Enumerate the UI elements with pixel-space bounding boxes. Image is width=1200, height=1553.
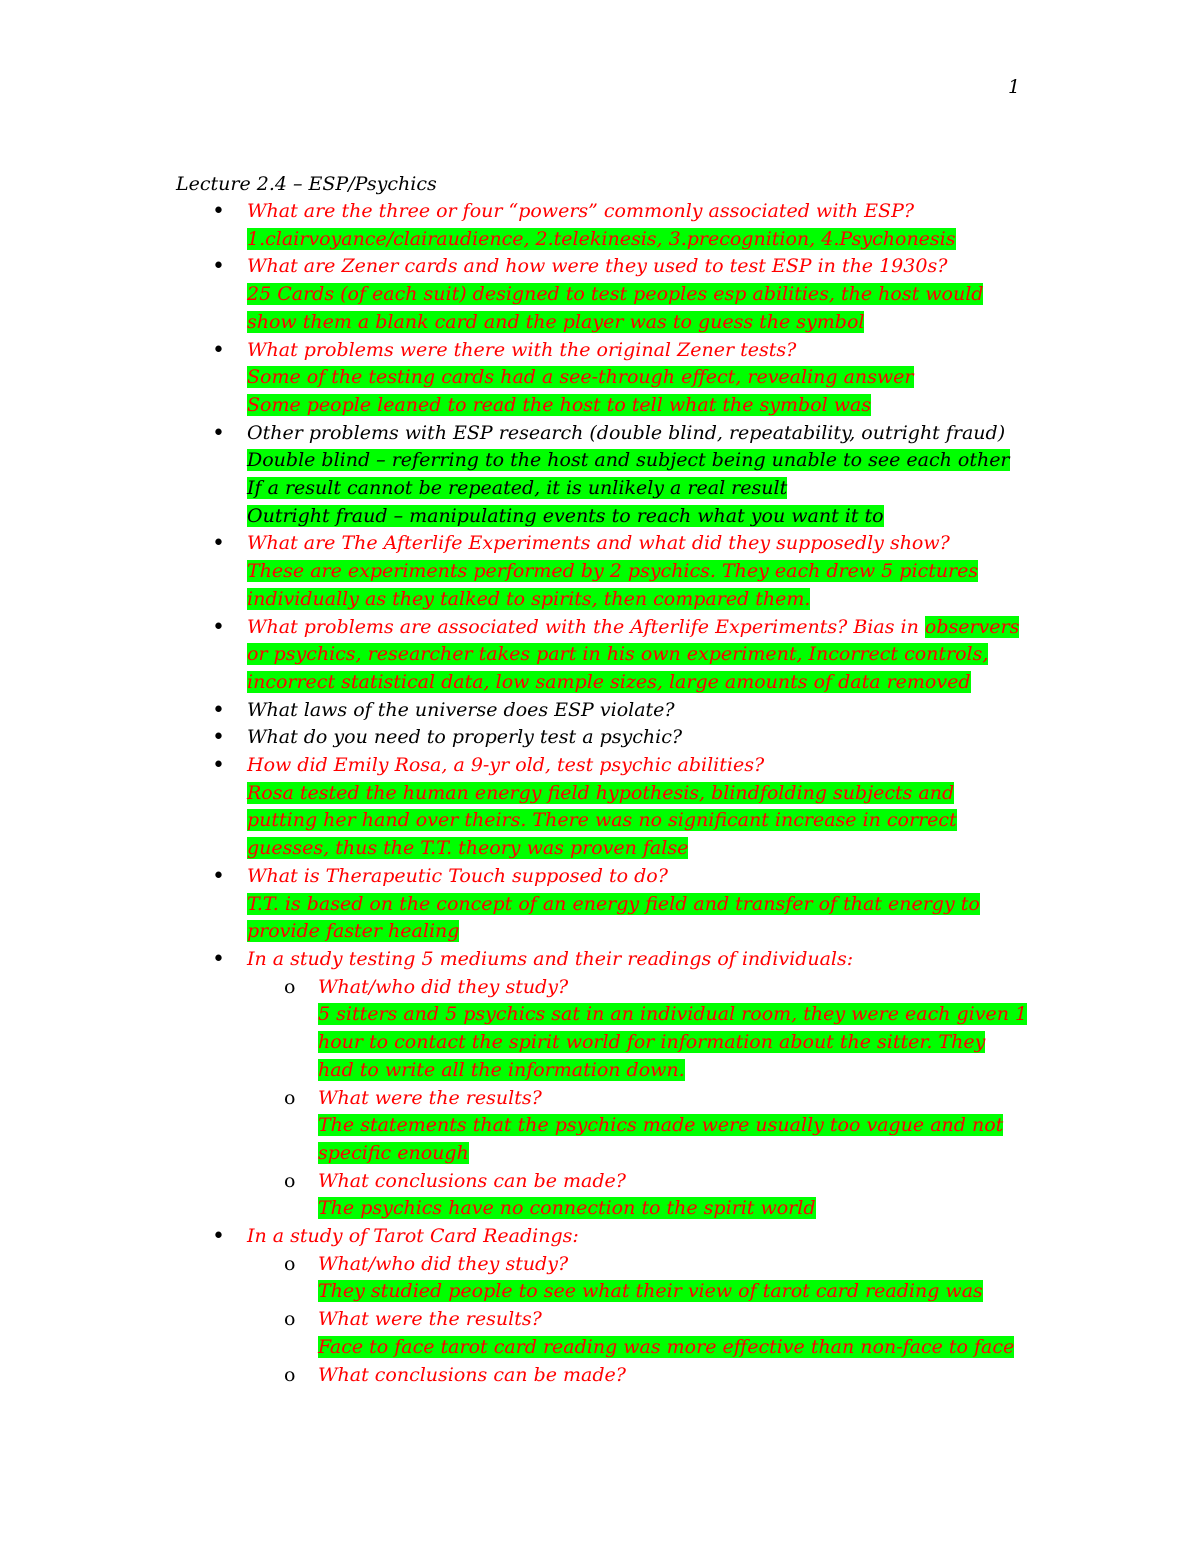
question-text: How did Emily Rosa, a 9-yr old, test psychic abilities?	[247, 754, 765, 777]
answer-text: They studied people to see what their view of tarot card reading was	[318, 1280, 983, 1303]
question-text: What were the results?	[318, 1086, 542, 1109]
answer-text: had to write all the information down.	[318, 1058, 685, 1081]
bullet-icon: •	[212, 531, 225, 557]
bullet-icon: •	[212, 1224, 225, 1250]
answer-text: The statements that the psychics made were usually too vague and not	[318, 1114, 1004, 1137]
bullet-icon: •	[212, 753, 225, 779]
list-item	[0, 697, 1200, 725]
question-text: What laws of the universe does ESP violate?	[247, 698, 675, 721]
question-text: What conclusions can be made?	[318, 1169, 626, 1192]
question-text: What do you need to properly test a psychic?	[247, 726, 683, 749]
answer-text: provide faster healing	[247, 920, 460, 943]
bullet-icon: •	[212, 420, 225, 446]
answer-text: T.T. is based on the concept of an energy field and transfer of that energy to	[247, 892, 980, 915]
answer-text: If a result cannot be repeated, it is unlikely a real result	[247, 477, 788, 500]
sub-list-item	[0, 1168, 1200, 1223]
bullet-icon: •	[212, 725, 225, 751]
answer-text: These are experiments performed by 2 psychics. They each drew 5 pictures	[247, 560, 979, 583]
question-text: What problems were there with the original Zener tests?	[247, 338, 797, 361]
question-text: What problems are associated with the Afterlife Experiments? Bias in	[247, 615, 919, 638]
answer-text: putting her hand over theirs. There was no significant increase in correct	[247, 809, 957, 832]
question-text: In a study of Tarot Card Readings:	[247, 1225, 579, 1248]
answer-text: incorrect statistical data, low sample sizes, large amounts of data removed	[247, 670, 971, 693]
answer-text: 1.clairvoyance/clairaudience, 2.telekinesis, 3.precognition, 4.Psychonesis	[247, 227, 956, 250]
answer-text: Outright fraud – manipulating events to reach what you want it to	[247, 504, 884, 527]
page-number: 1	[1008, 76, 1021, 98]
sub-list-item	[0, 1251, 1200, 1306]
answer-text: Some of the testing cards had a see-through effect, revealing answer	[247, 366, 914, 389]
question-text: What/who did they study?	[318, 975, 569, 998]
circle-bullet-icon: o	[284, 1363, 296, 1386]
question-text: Other problems with ESP research (double blind, repeatability, outright fraud)	[247, 421, 1006, 444]
sub-list-item	[0, 1306, 1200, 1361]
question-text: What are The Afterlife Experiments and what did they supposedly show?	[247, 532, 950, 555]
list-item	[0, 198, 1200, 253]
circle-bullet-icon: o	[284, 1252, 296, 1275]
list-item	[0, 946, 1200, 974]
answer-text: or psychics, researcher takes part in his own experiment, Incorrect controls,	[247, 643, 989, 666]
list-item	[0, 1223, 1200, 1251]
list-item	[0, 420, 1200, 531]
answer-text: Double blind – referring to the host and subject being unable to see each other	[247, 449, 1010, 472]
list-item	[0, 337, 1200, 420]
answer-text: individually as they talked to spirits, then compared them.	[247, 587, 811, 610]
circle-bullet-icon: o	[284, 1169, 296, 1192]
list-item	[0, 253, 1200, 336]
bullet-icon: •	[212, 946, 225, 972]
bullet-icon: •	[212, 199, 225, 224]
circle-bullet-icon: o	[284, 1308, 296, 1331]
answer-text: The psychics have no connection to the spirit world	[318, 1197, 816, 1220]
bullet-icon: •	[212, 614, 225, 640]
list-item	[0, 752, 1200, 863]
answer-text: show them a blank card and the player was to guess the symbol	[247, 310, 865, 333]
question-list	[0, 198, 1200, 1389]
answer-text: 5 sitters and 5 psychics sat in an individual room, they were each given 1	[318, 1003, 1028, 1026]
bullet-icon: •	[212, 863, 225, 889]
list-item	[0, 614, 1200, 697]
answer-text: Face to face tarot card reading was more effective than non-face to face	[318, 1335, 1015, 1358]
answer-text: observers	[924, 615, 1020, 638]
bullet-icon: •	[212, 697, 225, 723]
question-text: What are the three or four “powers” commonly associated with ESP?	[247, 200, 915, 222]
bullet-icon: •	[212, 254, 225, 280]
answer-text: 25 Cards (of each suit) designed to test peoples esp abilities, the host would	[247, 283, 984, 306]
circle-bullet-icon: o	[284, 975, 296, 998]
question-text: What were the results?	[318, 1308, 542, 1331]
question-text: In a study testing 5 mediums and their readings of individuals:	[247, 947, 854, 970]
question-text: What is Therapeutic Touch supposed to do?	[247, 864, 668, 887]
question-text: What are Zener cards and how were they used to test ESP in the 1930s?	[247, 255, 948, 278]
page-title: Lecture 2.4 – ESP/Psychics	[176, 173, 437, 195]
answer-text: hour to contact the spirit world for information about the sitter. They	[318, 1031, 986, 1054]
answer-text: specific enough	[318, 1141, 469, 1164]
list-item	[0, 863, 1200, 946]
answer-text: Some people leaned to read the host to tell what the symbol was	[247, 393, 872, 416]
answer-text: Rosa tested the human energy field hypothesis, blindfolding subjects and	[247, 781, 955, 804]
question-text: What conclusions can be made?	[318, 1363, 626, 1386]
sub-list-item	[0, 1362, 1200, 1390]
bullet-icon: •	[212, 337, 225, 363]
sub-list-item	[0, 1085, 1200, 1168]
list-item	[0, 530, 1200, 613]
sub-list-item	[0, 974, 1200, 1085]
question-text: What/who did they study?	[318, 1252, 569, 1275]
circle-bullet-icon: o	[284, 1086, 296, 1109]
answer-text: guesses, thus the T.T. theory was proven false	[247, 837, 689, 860]
list-item	[0, 724, 1200, 752]
